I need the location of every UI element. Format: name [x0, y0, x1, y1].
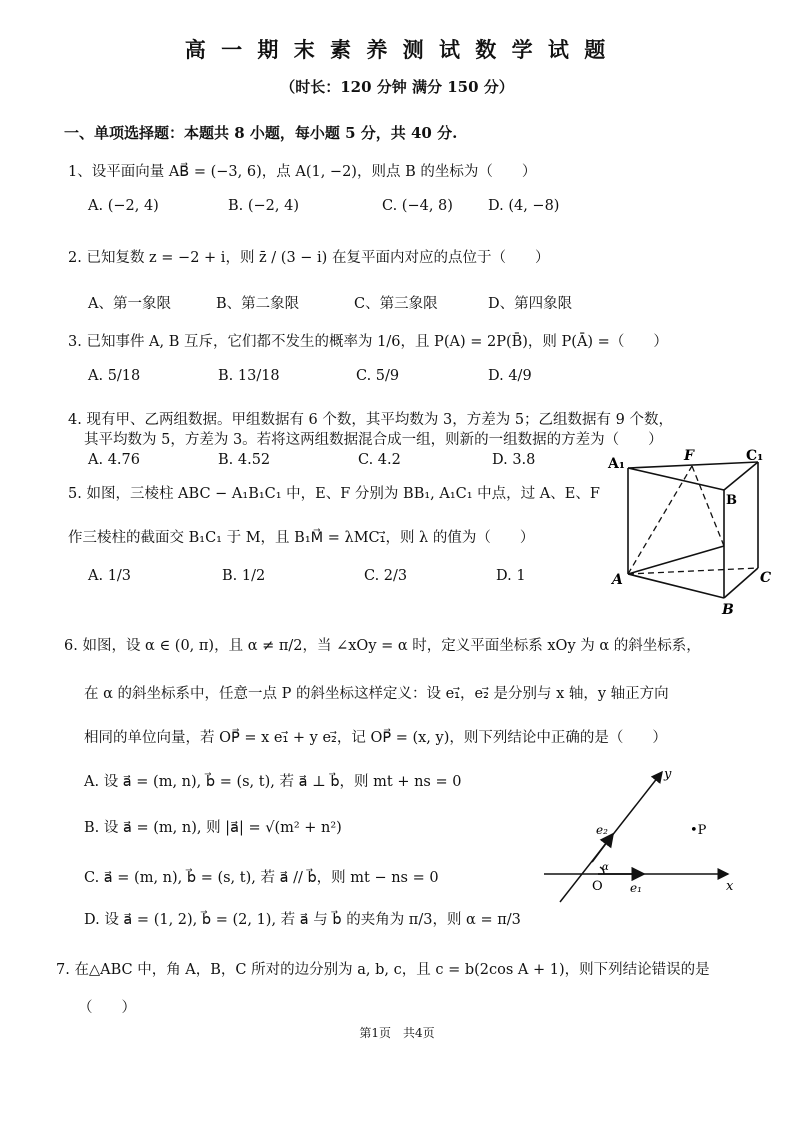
label-y: y — [664, 767, 672, 782]
edge-b1-c1 — [724, 462, 758, 490]
edge-a1-b1 — [628, 468, 724, 490]
label-c1: C₁ — [746, 448, 764, 464]
label-a1: A₁ — [608, 456, 625, 472]
e2-vector — [592, 834, 613, 862]
question-3-option-a: A. 5/18 — [88, 368, 141, 384]
label-b1: B — [726, 493, 737, 508]
question-6-line-2: 在 α 的斜坐标系中，任意一点 P 的斜坐标这样定义：设 e₁⃗，e₂⃗ 是分别与 x 轴，y 轴正方向 — [84, 686, 669, 702]
oblique-coordinate-figure — [540, 764, 750, 904]
label-f: F — [684, 448, 694, 464]
label-e1: e₁ — [630, 881, 642, 895]
label-e2: e₂ — [596, 823, 608, 837]
section-heading: 一、单项选择题：本题共 8 小题，每小题 5 分，共 40 分. — [64, 124, 458, 142]
question-5-option-a: A. 1/3 — [88, 568, 132, 584]
page-footer: 第1页 共4页 — [359, 1026, 435, 1040]
label-p: •P — [690, 823, 707, 838]
question-1-stem: 1、设平面向量 AB⃗ = (−3, 6)，点 A(1, −2)，则点 B 的坐标为（ ） — [68, 164, 537, 180]
question-5-line-1: 5. 如图，三棱柱 ABC − A₁B₁C₁ 中，E、F 分别为 BB₁, A₁C₁ 中点，过 A、E、F — [68, 486, 600, 502]
question-2-option-b: B、第二象限 — [216, 296, 300, 312]
label-a: A — [612, 572, 623, 588]
question-7-line-1: 7. 在△ABC 中，角 A，B，C 所对的边分别为 a, b, c，且 c = b(2cos A + 1)，则下列结论错误的是 — [56, 962, 710, 978]
label-b: B — [722, 602, 734, 618]
question-5-option-b: B. 1/2 — [222, 568, 266, 584]
question-3-stem: 3. 已知事件 A, B 互斥，它们都不发生的概率为 1/6，且 P(A) = 2P(B̄)，则 P(Ā) =（ ） — [68, 334, 668, 350]
question-4-option-b: B. 4.52 — [218, 452, 271, 468]
question-2-stem: 2. 已知复数 z = −2 + i，则 z̄ / (3 − i) 在复平面内对应的点位于（ ） — [68, 250, 550, 266]
question-3-option-b: B. 13/18 — [218, 368, 280, 384]
question-5-line-2: 作三棱柱的截面交 B₁C₁ 于 M，且 B₁M⃗ = λMC₁⃗，则 λ 的值为（ ） — [68, 530, 535, 546]
question-5-option-c: C. 2/3 — [364, 568, 408, 584]
question-5-option-d: D. 1 — [496, 568, 526, 584]
question-6-line-1: 6. 如图，设 α ∈ (0, π)，且 α ≠ π/2，当 ∠xOy = α 时，定义平面坐标系 xOy 为 α 的斜坐标系， — [64, 638, 701, 654]
question-2-option-c: C、第三象限 — [354, 296, 438, 312]
page-title: 高 一 期 末 素 养 测 试 数 学 试 题 — [184, 37, 610, 62]
question-7-line-2: （ ） — [78, 1000, 136, 1016]
label-o: O — [592, 879, 603, 894]
question-4-line-2: 其平均数为 5，方差为 3。若将这两组数据混合成一组，则新的一组数据的方差为（ ） — [84, 432, 663, 448]
question-6-option-a: A. 设 a⃗ = (m, n), b⃗ = (s, t), 若 a⃗ ⊥ b⃗，则 mt + ns = 0 — [84, 774, 462, 790]
question-4-option-c: C. 4.2 — [358, 452, 401, 468]
prism-figure — [600, 448, 780, 620]
label-x: x — [726, 879, 734, 894]
question-6-option-c: C. a⃗ = (m, n), b⃗ = (s, t), 若 a⃗ // b⃗，则 mt − ns = 0 — [84, 870, 439, 886]
question-4-line-1: 4. 现有甲、乙两组数据。甲组数据有 6 个数，其平均数为 3，方差为 5；乙组数据有 9 个数， — [68, 412, 673, 428]
question-1-option-b: B. (−2, 4) — [228, 198, 300, 214]
question-1-option-a: A. (−2, 4) — [88, 198, 159, 214]
question-1-option-c: C. (−4, 8) — [382, 198, 453, 214]
edge-a-b — [628, 574, 724, 598]
question-4-option-d: D. 3.8 — [492, 452, 536, 468]
question-6-option-d: D. 设 a⃗ = (1, 2), b⃗ = (2, 1), 若 a⃗ 与 b⃗ 的夹角为 π/3，则 α = π/3 — [84, 912, 521, 928]
label-alpha: α — [602, 862, 609, 873]
question-6-option-b: B. 设 a⃗ = (m, n), 则 |a⃗| = √(m² + n²) — [84, 820, 342, 836]
question-6-line-3: 相同的单位向量，若 OP⃗ = x e₁⃗ + y e₂⃗，记 OP⃗ = (x, y)，则下列结论中正确的是（ ） — [84, 730, 667, 746]
page-subtitle: （时长：120 分钟 满分 150 分） — [280, 78, 514, 96]
question-2-option-d: D、第四象限 — [488, 296, 573, 312]
question-1-option-d: D. (4, −8) — [488, 198, 560, 214]
question-2-option-a: A、第一象限 — [88, 296, 171, 312]
edge-b-c — [724, 568, 758, 598]
hidden-segment-f-e — [692, 466, 724, 546]
label-c: C — [760, 570, 772, 586]
question-4-option-a: A. 4.76 — [88, 452, 140, 468]
question-3-option-c: C. 5/9 — [356, 368, 400, 384]
question-3-option-d: D. 4/9 — [488, 368, 532, 384]
